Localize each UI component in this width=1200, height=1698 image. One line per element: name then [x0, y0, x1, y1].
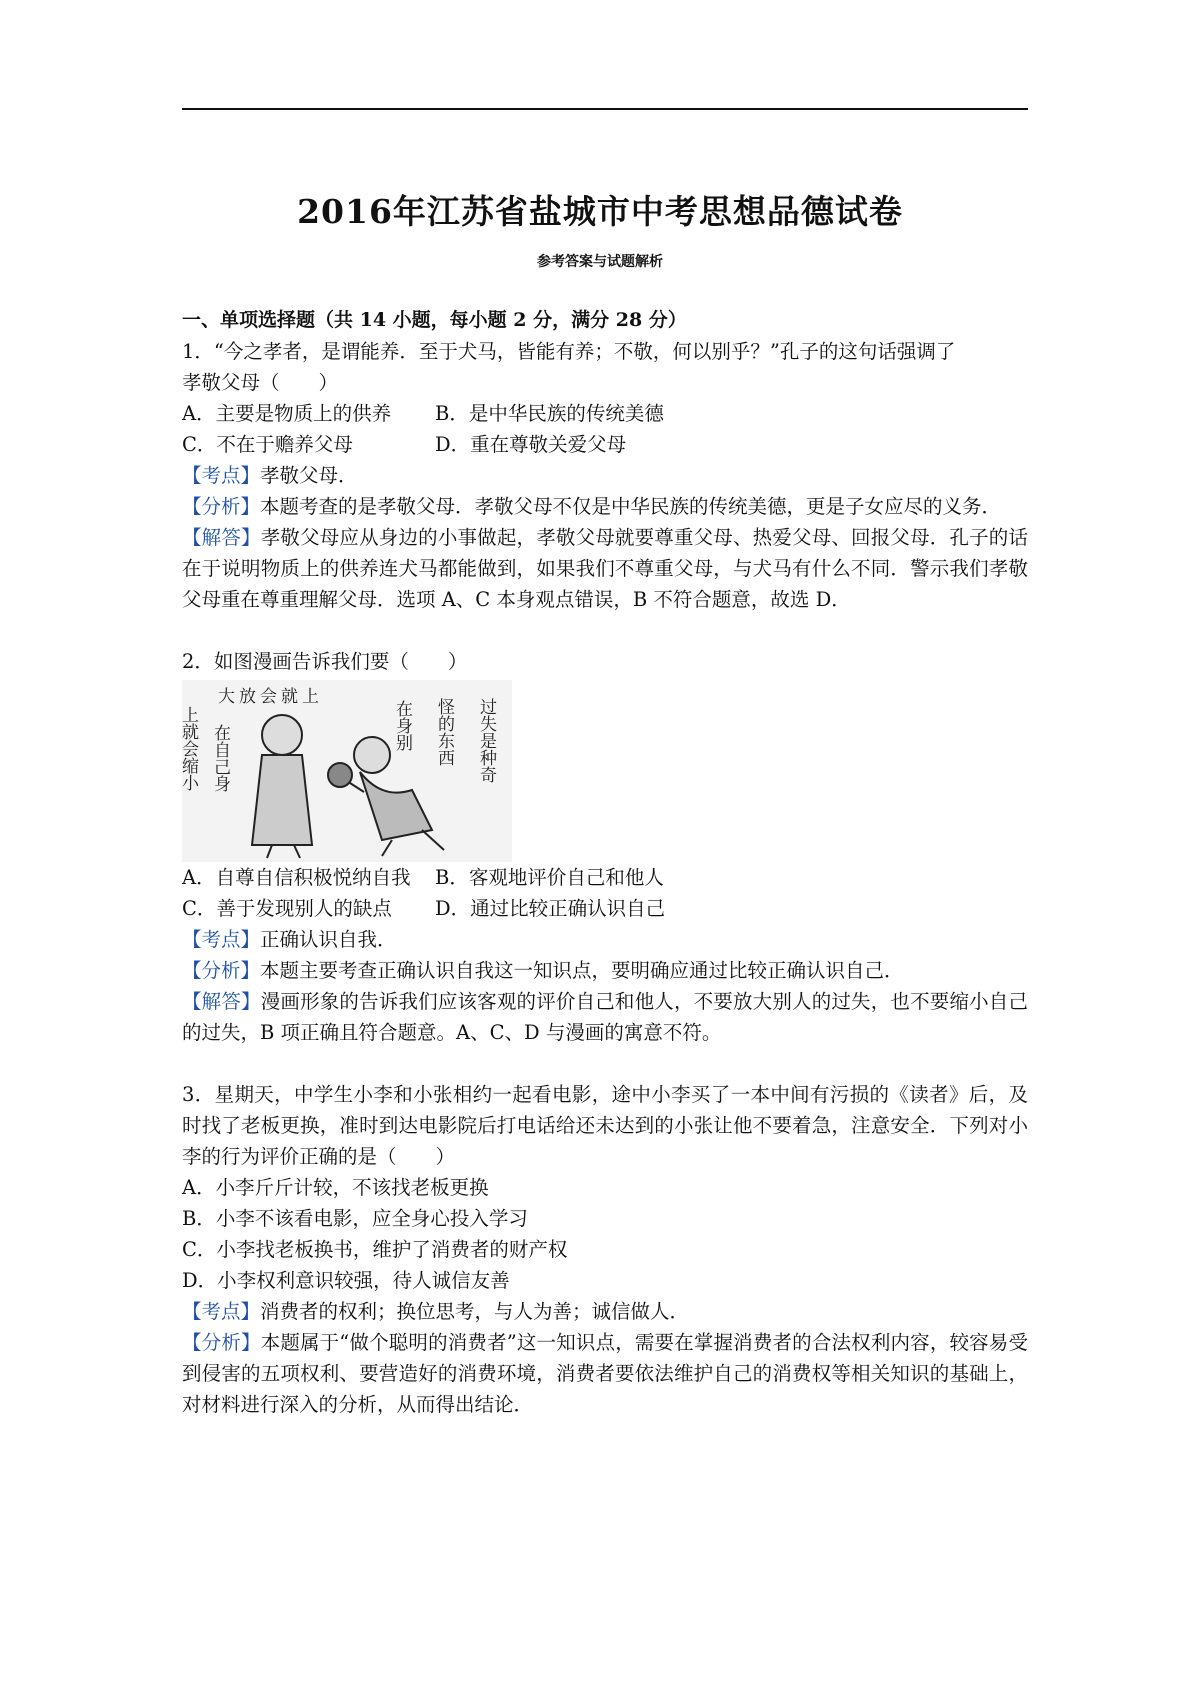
q3-fenxi — [182, 1327, 1028, 1420]
q2-kaodian — [182, 924, 1028, 955]
page-title: 2016年江苏省盐城市中考思想品德试卷 — [297, 192, 903, 231]
question-2 — [178, 646, 1028, 1048]
q1-fenxi-text: 本题考查的是孝敬父母．孝敬父母不仅是中华民族的传统美德，更是子女应尽的义务． — [260, 495, 1002, 518]
kaodian-tag: 【考点】 — [182, 928, 261, 951]
jieda-tag: 【解答】 — [182, 990, 261, 1013]
q1-jieda-text: 孝敬父母应从身边的小事做起，孝敬父母就要尊重父母、热爱父母、回报父母．孔子的话在于说明物质上的供养连犬马都能做到，如果我们不尊重父母，与犬马有什么不同．警示我们孝敬父母重在尊重理解父母．选项 A、C 本身观点错误，B 不符合题意，故选 D． — [182, 526, 1028, 611]
q2-fenxi — [182, 955, 1028, 986]
cartoon-text-1: 在自己身 — [210, 724, 230, 792]
cartoon-text-4: 过失是种奇 — [476, 698, 496, 783]
question-3 — [182, 1079, 1028, 1420]
kaodian-tag: 【考点】 — [182, 464, 261, 487]
cartoon-image — [178, 680, 512, 862]
q3-option-b: B．小李不该看电影，应全身心投入学习 — [182, 1207, 528, 1230]
q2-options-row-1 — [182, 862, 1028, 893]
q2-option-d: D．通过比较正确认识自己 — [435, 897, 666, 920]
q1-stem-line-1: 1．“今之孝者，是谓能养．至于犬马，皆能有养；不敬，何以别乎？”孔子的这句话强调了 — [182, 340, 956, 363]
q1-options-row-1 — [182, 398, 1028, 429]
q2-jieda — [182, 986, 1028, 1048]
q2-stem: 2．如图漫画告诉我们要（ ） — [182, 650, 468, 673]
section-heading: 一、单项选择题（共 14 小题，每小题 2 分，满分 28 分） — [182, 309, 687, 331]
cartoon-top-text: 大放会就上 — [218, 687, 323, 707]
q1-option-c: C．不在于赡养父母 — [182, 433, 353, 456]
q3-option-c: C．小李找老板换书，维护了消费者的财产权 — [182, 1238, 568, 1261]
page-subtitle: 参考答案与试题解析 — [537, 254, 663, 270]
kaodian-tag: 【考点】 — [182, 1300, 261, 1323]
q3-option-a: A．小李斤斤计较，不该找老板更换 — [182, 1176, 489, 1199]
header-rule — [182, 108, 1028, 110]
q1-stem-line-2: 孝敬父母（ ） — [182, 371, 339, 394]
jieda-tag: 【解答】 — [182, 526, 261, 549]
q1-option-b: B．是中华民族的传统美德 — [435, 402, 664, 425]
q2-option-a: A．自尊自信积极悦纳自我 — [182, 866, 411, 889]
q1-kaodian-text: 孝敬父母． — [260, 464, 358, 487]
q3-option-d: D．小李权利意识较强，待人诚信友善 — [182, 1269, 510, 1292]
q3-stem: 3．星期天，中学生小李和小张相约一起看电影，途中小李买了一本中间有污损的《读者》后，及时找了老板更换，准时到达电影院后打电话给还未达到的小张让他不要着急，注意安全．下列对小李的行为评价正确的是（ ） — [182, 1083, 1028, 1168]
q1-kaodian — [182, 460, 1028, 491]
fenxi-tag: 【分析】 — [182, 1331, 261, 1354]
q2-kaodian-text: 正确认识自我． — [260, 928, 397, 951]
q2-options-row-2 — [182, 893, 1028, 924]
cartoon-left-text: 上就会缩小 — [178, 706, 198, 791]
q1-jieda — [182, 522, 1028, 615]
cartoon-text-3: 怪的东西 — [434, 698, 454, 766]
q1-option-a: A．主要是物质上的供养 — [182, 402, 392, 425]
document-body — [178, 305, 1028, 1420]
fenxi-tag: 【分析】 — [182, 959, 261, 982]
q2-option-b: B．客观地评价自己和他人 — [435, 866, 664, 889]
q1-fenxi — [182, 491, 1028, 522]
q1-option-d: D．重在尊敬关爱父母 — [435, 433, 627, 456]
q3-kaodian-text: 消费者的权利；换位思考，与人为善；诚信做人． — [260, 1300, 690, 1323]
q2-jieda-text: 漫画形象的告诉我们应该客观的评价自己和他人，不要放大别人的过失，也不要缩小自己的过失，B 项正确且符合题意。A、C、D 与漫画的寓意不符。 — [182, 990, 1028, 1044]
fenxi-tag: 【分析】 — [182, 495, 261, 518]
q2-option-c: C．善于发现别人的缺点 — [182, 897, 392, 920]
q2-fenxi-text: 本题主要考查正确认识自我这一知识点，要明确应通过比较正确认识自己． — [260, 959, 904, 982]
question-1 — [182, 336, 1028, 615]
cartoon-text-2: 在身别 — [392, 700, 412, 751]
q3-kaodian — [182, 1296, 1028, 1327]
q1-options-row-2 — [182, 429, 1028, 460]
q3-fenxi-text: 本题属于“做个聪明的消费者”这一知识点，需要在掌握消费者的合法权利内容，较容易受到侵害的五项权利、要营造好的消费环境，消费者要依法维护自己的消费权等相关知识的基础上，对材料进行深入的分析，从而得出结论． — [182, 1331, 1028, 1416]
